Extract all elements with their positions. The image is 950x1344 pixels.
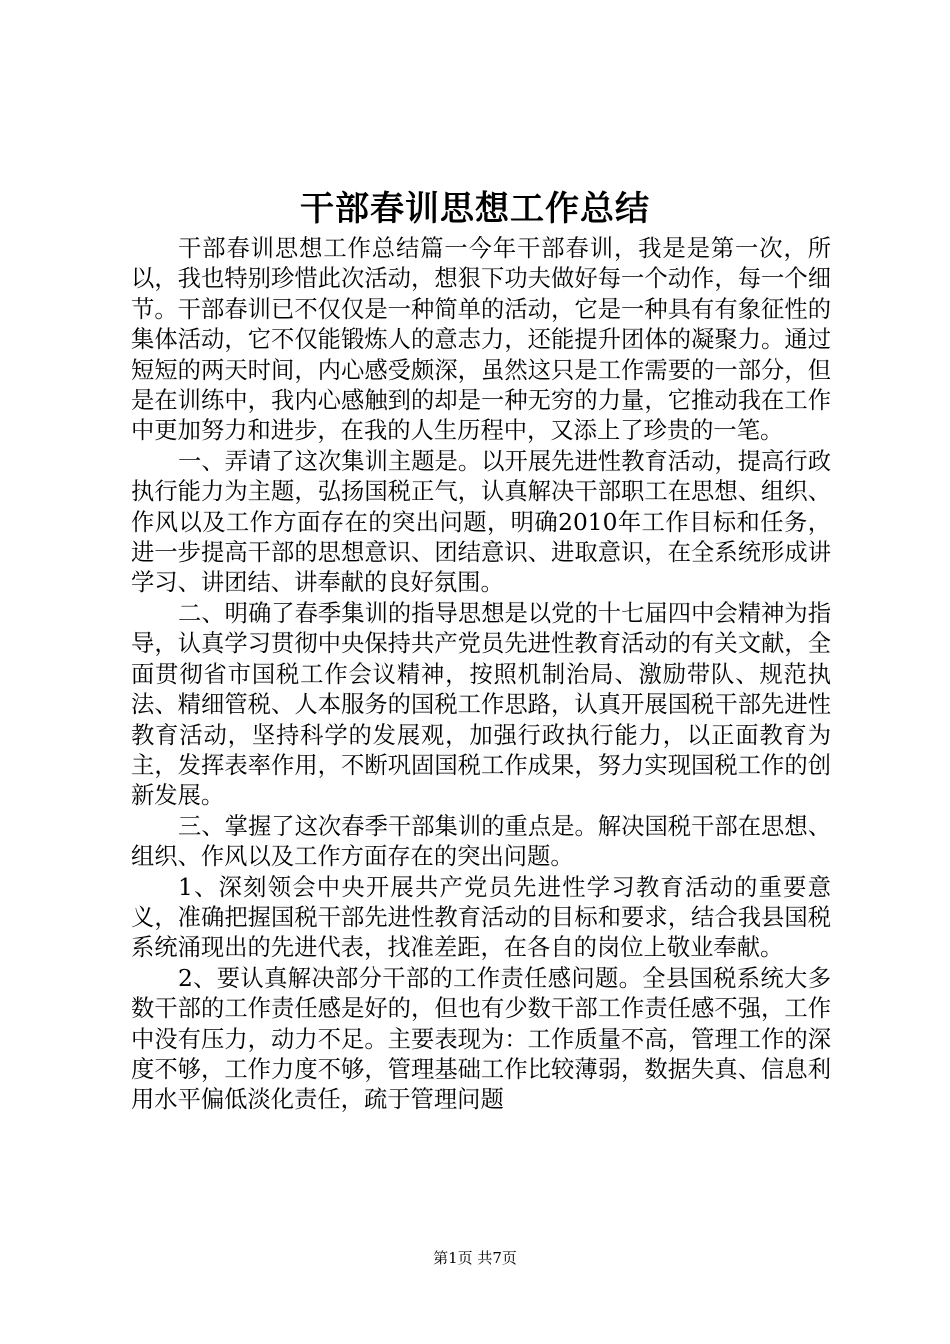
paragraph-section-2: 二、明确了春季集训的指导思想是以党的十七届四中会精神为指导，认真学习贯彻中央保持共产党员先进性教育活动的有关文献，全面贯彻省市国税工作会议精神，按照机制治局、激励带队、规范执法、精细管税、人本服务的国税工作思路，认真开展国税干部先进性教育活动，坚持科学的发展观，加强行政执行能力，以正面教育为主，发挥表率作用，不断巩固国税工作成果，努力实现国税工作的创新发展。 [131, 599, 831, 810]
paragraph-section-3: 三、掌握了这次春季干部集训的重点是。解决国税干部在思想、组织、作风以及工作方面存在的突出问题。 [131, 812, 831, 871]
document-body [131, 234, 831, 1116]
paragraph-item-2: 2、要认真解决部分干部的工作责任感问题。全县国税系统大多数干部的工作责任感是好的，但也有少数干部工作责任感不强，工作中没有压力，动力不足。主要表现为：工作质量不高，管理工作的深度不够，工作力度不够，管理基础工作比较薄弱，数据失真、信息利用水平偏低淡化责任，疏于管理问题 [131, 964, 831, 1114]
paragraph-section-1: 一、弄请了这次集训主题是。以开展先进性教育活动，提高行政执行能力为主题，弘扬国税正气，认真解决干部职工在思想、组织、作风以及工作方面存在的突出问题，明确2010年工作目标和任务，进一步提高干部的思想意识、团结意识、进取意识，在全系统形成讲学习、讲团结、讲奉献的良好氛围。 [131, 447, 831, 597]
paragraph-intro: 干部春训思想工作总结篇一今年干部春训，我是是第一次，所以，我也特别珍惜此次活动，想狠下功夫做好每一个动作，每一个细节。干部春训已不仅仅是一种简单的活动，它是一种具有有象征性的集体活动，它不仅能锻炼人的意志力，还能提升团体的凝聚力。通过短短的两天时间，内心感受颇深，虽然这只是工作需要的一部分，但是在训练中，我内心感触到的却是一种无穷的力量，它推动我在工作中更加努力和进步，在我的人生历程中，又添上了珍贵的一笔。 [131, 235, 831, 445]
page-footer: 第1页 共7页 [433, 1249, 517, 1267]
document-title: 干部春训思想工作总结 [300, 189, 650, 229]
paragraph-item-1: 1、深刻领会中央开展共产党员先进性学习教育活动的重要意义，准确把握国税干部先进性教育活动的目标和要求，结合我县国税系统涌现出的先进代表，找准差距，在各自的岗位上敬业奉献。 [131, 873, 831, 962]
